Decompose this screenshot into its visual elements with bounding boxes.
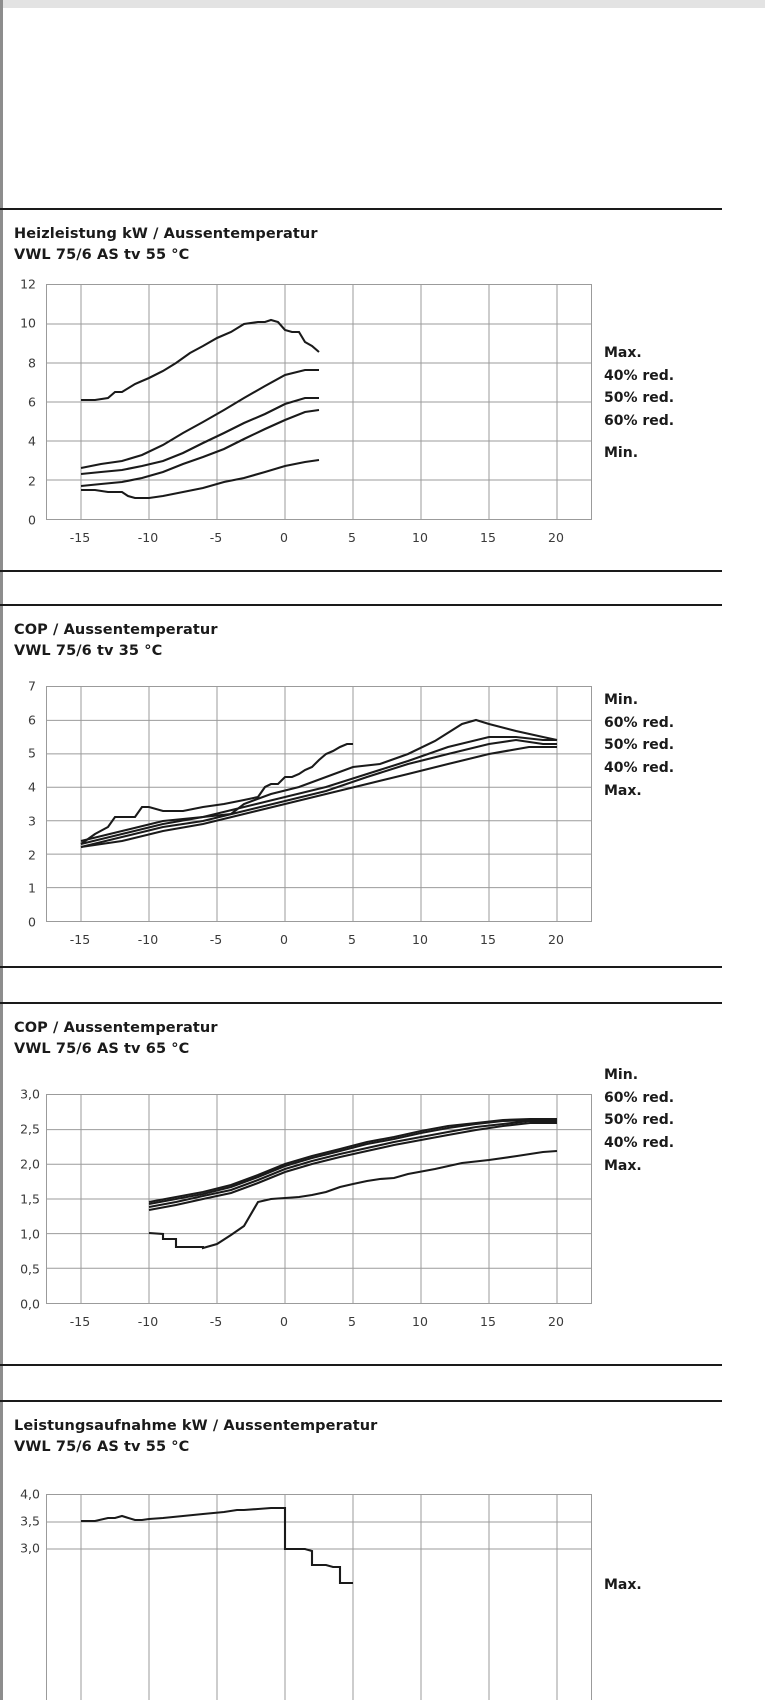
legend-item: 50% red.	[604, 1112, 675, 1129]
series-40red	[81, 747, 557, 847]
section-bottom-rule	[0, 966, 722, 968]
y-axis-labels: 7 6 5 4 3 2 1 0	[28, 678, 36, 930]
chart-title: Leistungsaufnahme kW / Aussentemperatur	[14, 1418, 378, 1434]
chart-title: Heizleistung kW / Aussentemperatur	[14, 226, 318, 242]
section-top-rule	[0, 1002, 722, 1004]
section-titles	[14, 1018, 218, 1060]
legend-leistungsaufnahme-55	[604, 1574, 642, 1597]
legend-cop-35	[604, 689, 674, 802]
plot-svg	[47, 687, 591, 921]
section-titles	[14, 224, 318, 266]
top-grey-band	[0, 0, 765, 8]
chart-subtitle: VWL 75/6 AS tv 65 °C	[14, 1041, 190, 1058]
series-max	[81, 320, 319, 400]
legend-item: 50% red.	[604, 737, 675, 754]
legend-item: Max.	[604, 782, 642, 799]
section-leistungsaufnahme-55	[0, 1400, 765, 1700]
section-cop-65: COP / Aussentemperatur VWL 75/6 AS tv 65 °C 3,0 2,5 2,0 1,5 1,0 0,5 0,0 -15 -10 -5 0 5 10 15 20 Min. 60% red. 50% red. 40% red. Max.	[0, 1002, 765, 1374]
plot-area-cop-65	[46, 1094, 592, 1304]
legend-item: 60% red.	[604, 413, 675, 430]
y-axis-labels: 3,0 2,5 2,0 1,5 1,0 0,5 0,0	[20, 1086, 40, 1312]
legend-item: 40% red.	[604, 367, 675, 384]
legend-item: 60% red.	[604, 1089, 675, 1106]
section-bottom-rule	[0, 570, 722, 572]
legend-item: 40% red.	[604, 760, 675, 777]
data-series	[81, 720, 557, 847]
chart-title: COP / Aussentemperatur	[14, 622, 218, 638]
data-series	[81, 320, 319, 498]
legend-item: 60% red.	[604, 714, 675, 731]
series-min	[81, 460, 319, 498]
plot-area-cop-35	[46, 686, 592, 922]
grid-lines	[47, 285, 591, 519]
grid-lines	[47, 687, 591, 921]
legend-item: Max.	[604, 1577, 642, 1593]
chart-subtitle: VWL 75/6 AS tv 55 °C	[14, 1439, 190, 1456]
chart-subtitle: VWL 75/6 AS tv 55 °C	[14, 247, 190, 264]
section-top-rule	[0, 604, 722, 606]
legend-item: Max.	[604, 1157, 642, 1174]
y-axis-labels: 4,0 3,5 3,0	[20, 1486, 40, 1556]
plot-svg	[47, 1095, 591, 1303]
legend-heizleistung-55	[604, 342, 674, 464]
legend-item: Min.	[604, 1067, 639, 1083]
section-cop-35: COP / Aussentemperatur VWL 75/6 tv 35 °C 7 6 5 4 3 2 1 0 -15 -10 -5 0 5 10 15 20 Min. 60% red. 50% red. 40% red. Max.	[0, 604, 765, 976]
legend-item: 50% red.	[604, 390, 675, 407]
plot-svg	[47, 285, 591, 519]
grid-lines	[47, 1495, 591, 1700]
section-titles	[14, 1416, 377, 1458]
section-top-rule	[0, 208, 722, 210]
plot-area-heizleistung-55	[46, 284, 592, 520]
section-bottom-rule	[0, 1364, 722, 1366]
plot-area-leistungsaufnahme-55	[46, 1494, 592, 1700]
series-60red	[81, 737, 557, 844]
legend-item: Max.	[604, 345, 642, 361]
y-axis-labels: 12 10 8 6 4 2 0	[20, 276, 36, 528]
series-50red	[81, 740, 557, 847]
series-40red	[81, 370, 319, 468]
series-60red	[81, 410, 319, 486]
legend-item: Min.	[604, 692, 639, 708]
section-top-rule	[0, 1400, 722, 1402]
legend-spacer	[604, 433, 674, 442]
legend-item: Min.	[604, 444, 639, 461]
plot-svg	[47, 1495, 591, 1700]
chart-subtitle: VWL 75/6 tv 35 °C	[14, 643, 163, 660]
section-titles	[14, 620, 218, 662]
chart-title: COP / Aussentemperatur	[14, 1020, 218, 1036]
legend-cop-65	[604, 1064, 674, 1177]
legend-item: 40% red.	[604, 1135, 675, 1152]
section-heizleistung-55: Heizleistung kW / Aussentemperatur VWL 75/6 AS tv 55 °C 12 10 8 6 4 2 0 -15 -10 -5 0 5 10 15 20 Max. 40% red. 50% red. 60% red. Min.	[0, 208, 765, 580]
